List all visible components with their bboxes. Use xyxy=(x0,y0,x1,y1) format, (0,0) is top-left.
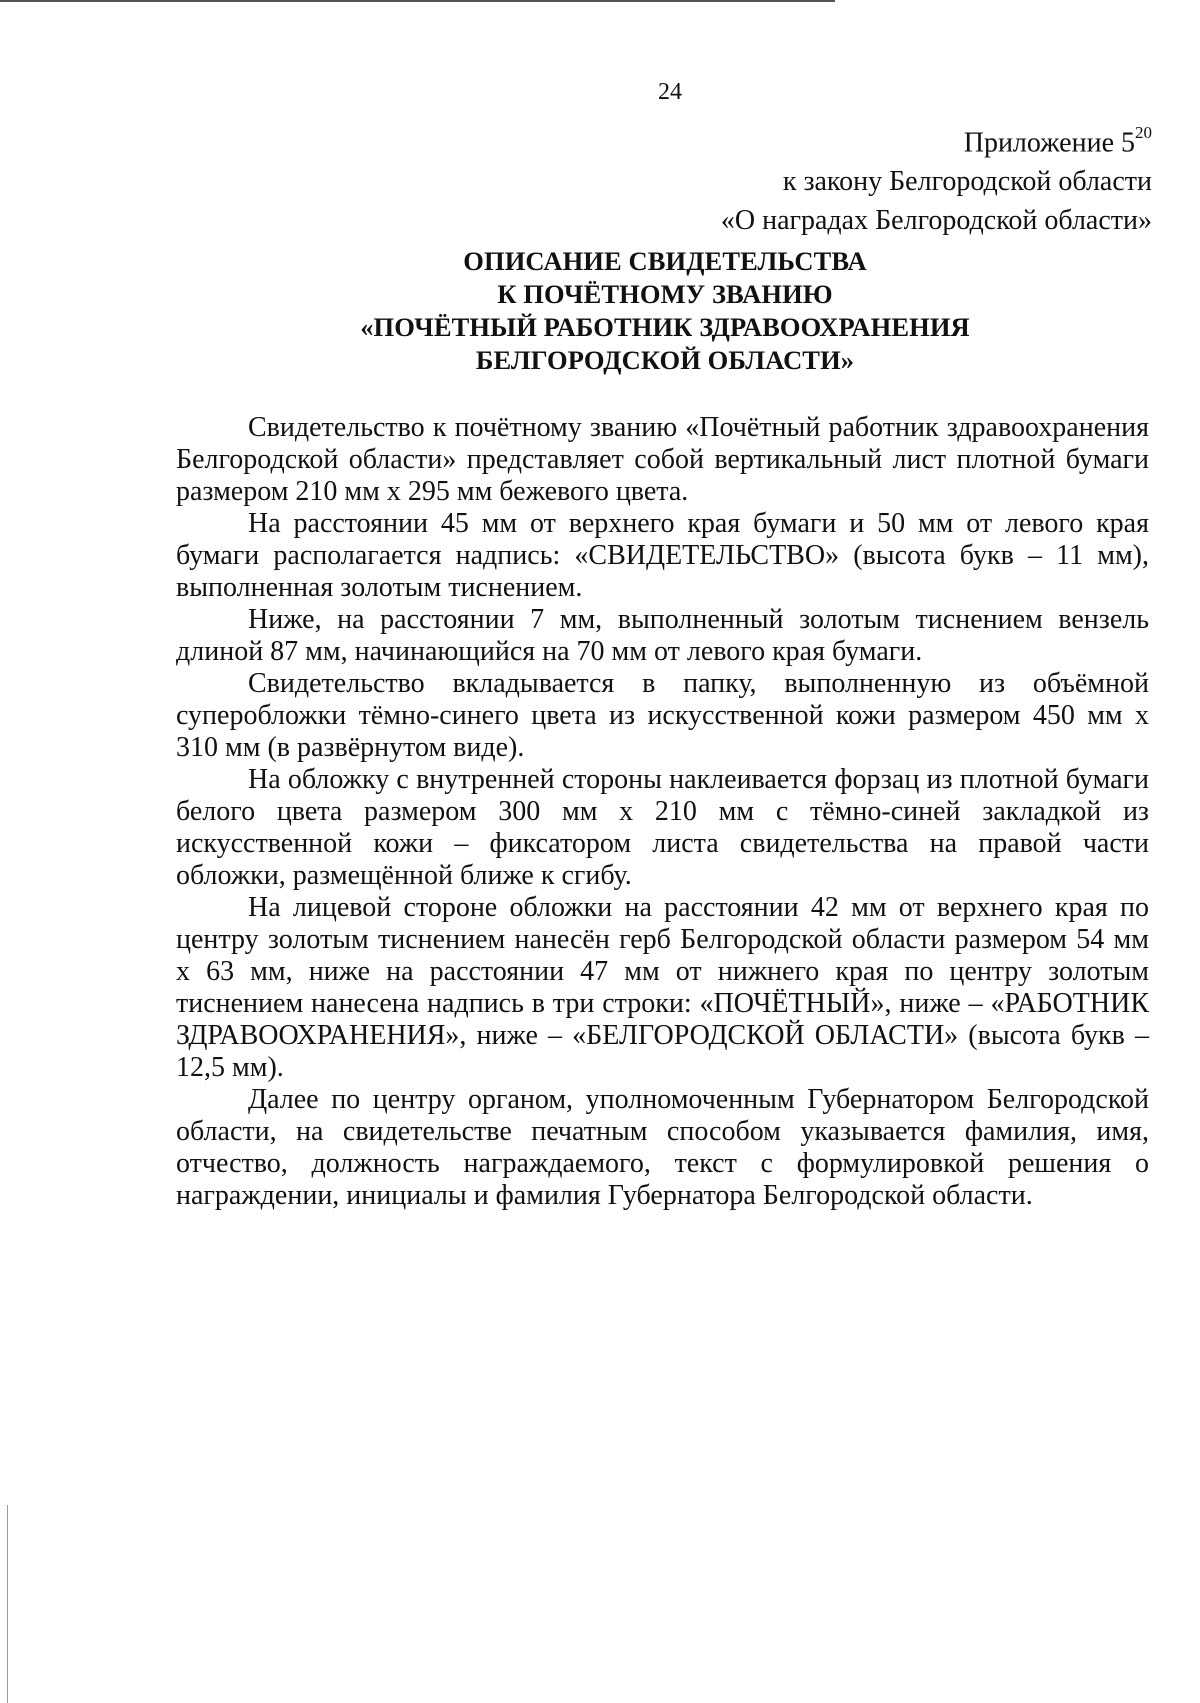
document-title xyxy=(130,245,1200,377)
title-line-4: БЕЛГОРОДСКОЙ ОБЛАСТИ» xyxy=(475,345,855,375)
paragraph: Ниже, на расстоянии 7 мм, выполненный золотым тиснением вензель длиной 87 мм, начинающийся на 70 мм от левого края бумаги. xyxy=(176,604,1149,667)
title-line-2: К ПОЧЁТНОМУ ЗВАНИЮ xyxy=(497,279,833,309)
paragraph: Свидетельство к почётному званию «Почётный работник здравоохранения Белгородской области» представляет собой вертикальный лист плотной бумаги размером 210 мм х 295 мм бежевого цвета. xyxy=(176,412,1149,507)
paragraph: На обложку с внутренней стороны наклеивается форзац из плотной бумаги белого цвета размером 300 мм х 210 мм с тёмно-синей закладкой из искусственной кожи – фиксатором листа свидетельства на правой части обложки, размещённой ближе к сгибу. xyxy=(176,764,1149,891)
title-line-1: ОПИСАНИЕ СВИДЕТЕЛЬСТВА xyxy=(463,246,867,276)
paragraph: Далее по центру органом, уполномоченным Губернатором Белгородской области, на свидетельстве печатным способом указывается фамилия, имя, отчество, должность награждаемого, текст с формулировкой решения о награждении, инициалы и фамилия Губернатора Белгородской области. xyxy=(176,1084,1149,1211)
page-number: 24 xyxy=(658,79,682,105)
appendix-line-1 xyxy=(721,116,1152,162)
appendix-line-2: к закону Белгородской области xyxy=(782,166,1152,198)
document-body xyxy=(176,412,1149,1212)
paragraph: На расстоянии 45 мм от верхнего края бумаги и 50 мм от левого края бумаги располагается надпись: «СВИДЕТЕЛЬСТВО» (высота букв – 11 мм), выполненная золотым тиснением. xyxy=(176,508,1149,603)
appendix-block xyxy=(721,116,1152,240)
appendix-label: Приложение 5 xyxy=(963,127,1135,159)
scan-edge-left xyxy=(7,1505,8,1703)
paragraph: Свидетельство вкладывается в папку, выполненную из объёмной суперобложки тёмно-синего цвета из искусственной кожи размером 450 мм х 310 мм (в развёрнутом виде). xyxy=(176,668,1149,763)
scan-edge-top xyxy=(0,0,835,2)
appendix-line-3: «О наградах Белгородской области» xyxy=(720,205,1152,237)
appendix-number-superscript: 20 xyxy=(1135,123,1152,142)
title-line-3: «ПОЧЁТНЫЙ РАБОТНИК ЗДРАВООХРАНЕНИЯ xyxy=(360,312,970,342)
paragraph: На лицевой стороне обложки на расстоянии 42 мм от верхнего края по центру золотым тиснением нанесён герб Белгородской области размером 54 мм х 63 мм, ниже на расстоянии 47 мм от нижнего края по центру золотым тиснением нанесена надпись в три строки: «ПОЧЁТНЫЙ», ниже – «РАБОТНИК ЗДРАВООХРАНЕНИЯ», ниже – «БЕЛГОРОДСКОЙ ОБЛАСТИ» (высота букв – 12,5 мм). xyxy=(176,892,1149,1083)
